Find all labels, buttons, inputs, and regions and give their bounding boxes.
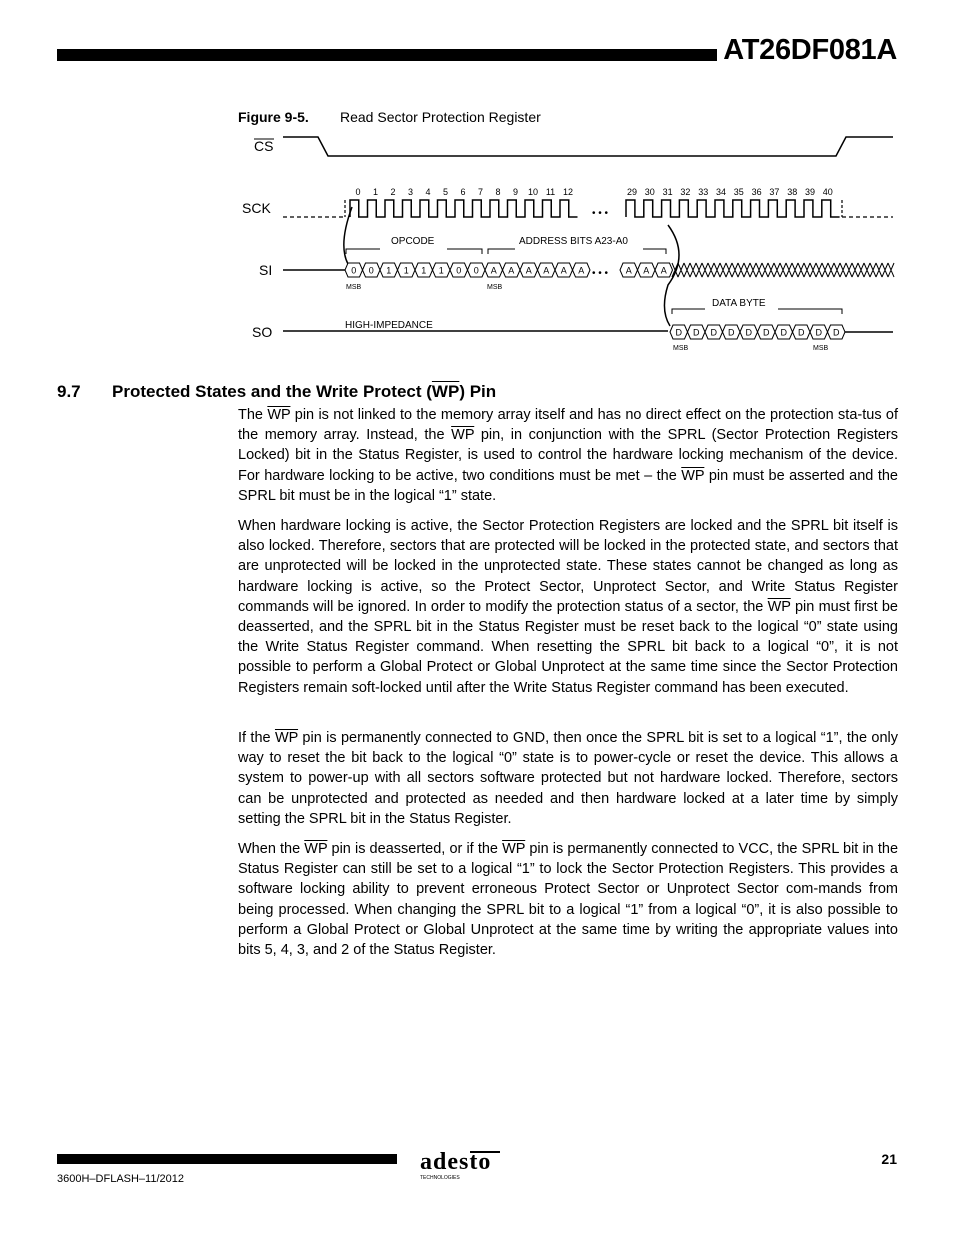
address-bit: A <box>490 265 497 276</box>
clock-number: 6 <box>460 187 466 197</box>
logo-subtext: TECHNOLOGIES <box>420 1175 460 1181</box>
footer-rule <box>57 1154 397 1164</box>
clock-number: 35 <box>733 187 744 197</box>
address-bit: A <box>543 265 550 276</box>
p3-text-a: If the <box>238 730 275 746</box>
address-bit: A <box>525 265 532 276</box>
clock-number: 37 <box>769 187 780 197</box>
logo-text: adesto <box>420 1149 492 1175</box>
si-dont-care <box>672 263 894 277</box>
si-ellipsis: • • • <box>592 268 609 279</box>
msb-label: MSB <box>673 345 689 352</box>
figure-label: Figure 9-5. <box>238 109 309 125</box>
opcode-bit: 1 <box>386 265 392 276</box>
clock-number: 30 <box>644 187 655 197</box>
clock-number: 9 <box>512 187 519 197</box>
clock-number: 34 <box>715 187 727 197</box>
p1-text-a: The <box>238 407 268 423</box>
opcode-bit: 0 <box>351 265 357 276</box>
address-bit: A <box>578 265 585 276</box>
clock-number: 7 <box>477 187 484 197</box>
data-bit: D <box>763 327 770 338</box>
clock-number: 39 <box>804 187 816 197</box>
high-impedance-label: HIGH-IMPEDANCE <box>345 320 433 331</box>
address-label: ADDRESS BITS A23-A0 <box>519 236 628 247</box>
p3-text-b: pin is permanently connected to GND, then once the SPRL bit is set to a logical “1”, the only way to reset the bit back to the logical “0” state is to power-cycle or reset the device. This allows a system to power-up with all sectors software protected but not hardware locked. Therefore, sectors can be unprotected and protected as needed and then hardware locked at a later time by simply setting the SPRL bit in the Status Register. <box>238 730 898 827</box>
clock-number: 38 <box>787 187 798 197</box>
data-bit: D <box>780 327 787 338</box>
signal-so: SO <box>252 324 273 340</box>
document-id: 3600H–DFLASH–11/2012 <box>57 1173 184 1185</box>
clock-number: 29 <box>626 187 638 197</box>
address-bit: A <box>560 265 567 276</box>
document-title: AT26DF081A <box>723 34 897 66</box>
opcode-bit: 1 <box>421 265 427 276</box>
data-bit: D <box>815 327 822 338</box>
msb-label: MSB <box>813 345 829 352</box>
paragraph-2 <box>238 516 898 698</box>
adesto-logo <box>420 1147 510 1183</box>
section-title-wp: $\overline{WP}$ <box>431 382 460 401</box>
p1-wp-1: $\overline{WP}$ <box>267 407 291 423</box>
p4-text-a: When the <box>238 841 305 857</box>
section-heading <box>57 382 496 402</box>
signal-sck: SCK <box>242 200 271 216</box>
clock-number: 4 <box>425 187 431 197</box>
paragraph-1 <box>238 405 898 506</box>
sck-pulses-left <box>350 200 578 217</box>
p2-wp: $\overline{WP}$ <box>767 598 791 615</box>
opcode-bit: 0 <box>473 265 479 276</box>
section-number: 9.7 <box>57 382 81 401</box>
data-bit: D <box>675 327 682 338</box>
sck-pulses-right <box>626 200 840 217</box>
data-bit: D <box>693 327 700 338</box>
data-bit: D <box>798 327 805 338</box>
address-bit: A <box>508 265 515 276</box>
msb-label: MSB <box>487 284 503 291</box>
p4-wp-2: $\overline{WP}$ <box>502 841 526 857</box>
opcode-bit: 0 <box>368 265 374 276</box>
p1-wp-2: $\overline{WP}$ <box>451 427 475 444</box>
p1-text-b: pin is not linked to the memory array itself and has no direct effect on the protection sta-tus of the memory array. Instead, the <box>238 407 898 444</box>
data-bit: D <box>745 327 752 338</box>
msb-label: MSB <box>346 284 362 291</box>
p4-wp-1: $\overline{WP}$ <box>304 841 328 857</box>
p4-text-c: pin is permanently connected to VCC, the SPRL bit in the Status Register can still be set to a logical “1” to lock the Sector Protection Registers. This provides a software locking ability to prevent erroneous Protect Sector or Unprotect Sector com-mands from being processed. When changing the SPRL bit to a logical “1” from a logical “0”, it is also possible to perform a Global Protect or Global Unprotect at the same time by writing the appropriate values into bits 5, 4, 3, and 2 of the Status Register. <box>238 841 899 959</box>
p1-text-d: pin must be asserted and the SPRL bit must be in the logical “1” state. <box>238 467 898 504</box>
signal-si: SI <box>259 262 273 278</box>
clock-number: 12 <box>562 187 574 197</box>
data-bit: D <box>710 327 717 338</box>
clock-number: 32 <box>680 187 691 197</box>
opcode-bit: 1 <box>403 265 409 276</box>
p4-text-b: pin is deasserted, or if the <box>327 841 503 857</box>
clock-number: 33 <box>698 187 709 197</box>
p2-text-a: When hardware locking is active, the Sector Protection Registers are locked and the SPRL bit itself is also locked. Therefore, sectors that are protected will be locked in the protected state, and sectors that are unprotected will be locked in the unprotected state. These states cannot be changed as long as hardware locking is active, so the Protect Sector, Unprotect Sector, and Write Status Register commands will be ignored. In order to modify the protection status of a sector, the <box>238 518 898 615</box>
opcode-bit: 1 <box>438 265 444 276</box>
clock-number: 1 <box>372 187 379 197</box>
data-bit: D <box>728 327 735 338</box>
section-title-prefix: Protected States and the Write Protect ( <box>112 382 432 401</box>
clock-number: 36 <box>751 187 762 197</box>
figure-title: Read Sector Protection Register <box>340 109 541 125</box>
paragraph-3 <box>238 728 898 829</box>
section-title-suffix: ) Pin <box>459 382 497 401</box>
address-bit: A <box>643 265 650 276</box>
clock-number: 40 <box>822 187 833 197</box>
signal-cs: CS <box>254 138 274 154</box>
clock-number: 10 <box>527 187 539 197</box>
opcode-bit: 0 <box>456 265 462 276</box>
p1-wp-3: $\overline{WP}$ <box>681 467 705 484</box>
paragraph-4 <box>238 839 898 960</box>
clock-number: 3 <box>407 187 414 197</box>
address-bit: A <box>625 265 632 276</box>
clock-number: 2 <box>390 187 396 197</box>
page-number: 21 <box>881 1151 897 1167</box>
p3-wp: $\overline{WP}$ <box>274 730 299 746</box>
p1-text-c: pin, in conjunction with the SPRL (Sector Protection Registers Locked) bit in the Status Register, is used to control the hardware locking mechanism of the device. For hardware locking to be active, two conditions must be met – the <box>238 427 898 484</box>
clock-number: 11 <box>545 187 556 197</box>
timing-diagram <box>0 0 954 380</box>
clock-number: 31 <box>662 187 673 197</box>
opcode-label: OPCODE <box>391 236 435 247</box>
clock-number: 0 <box>355 187 361 197</box>
p2-text-b: pin must first be deasserted, and the SPRL bit in the Status Register must be reset back to the logical “0” state using the Write Status Register command. When resetting the SPRL bit back to a logical “0”, it is not possible to perform a Global Protect or Global Unprotect at the same time since the Sector Protection Registers remain soft-locked until after the Write Status Register command has been executed. <box>238 598 898 696</box>
data-bit: D <box>833 327 840 338</box>
data-byte-label: DATA BYTE <box>712 298 766 309</box>
clock-number: 8 <box>495 187 501 197</box>
address-bit: A <box>660 265 667 276</box>
clock-number: 5 <box>442 187 449 197</box>
sck-ellipsis: • • • <box>592 208 609 219</box>
